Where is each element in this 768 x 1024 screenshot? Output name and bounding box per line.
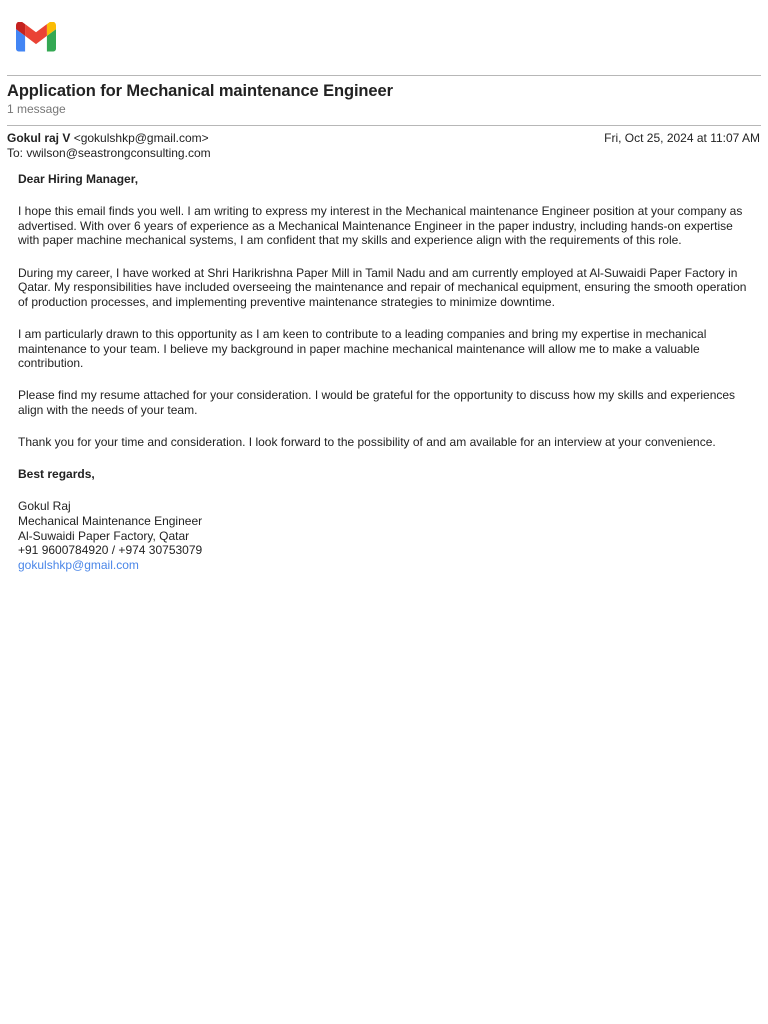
signature-phone: +91 9600784920 / +974 30753079	[18, 543, 203, 558]
closing: Best regards,	[18, 467, 95, 482]
header-divider	[7, 75, 761, 76]
message-body	[18, 172, 753, 572]
body-paragraph: Thank you for your time and consideration. I look forward to the possibility of and am available for an interview at your convenience.	[18, 435, 716, 450]
signature-block	[18, 499, 753, 572]
body-paragraph: I am particularly drawn to this opportunity as I am keen to contribute to a leading companies and bring my expertise in mechanical maintenance to your team. I believe my background in paper machine mechanical maintenance will allow me to make a valuable contribution.	[18, 326, 707, 371]
sender-line	[7, 131, 209, 145]
gmail-logo-icon	[16, 22, 56, 52]
signature-company: Al-Suwaidi Paper Factory, Qatar	[18, 528, 190, 543]
sender-name: Gokul raj V	[7, 131, 71, 145]
message-date: Fri, Oct 25, 2024 at 11:07 AM	[604, 131, 760, 145]
body-paragraph: During my career, I have worked at Shri Harikrishna Paper Mill in Tamil Nadu and am currently employed at Al-Suwaidi Paper Factory in Qatar. My responsibilities have included overseeing the maintenance and repair of mechanical equipment, ensuring the smooth operation of production processes, and implementing preventive maintenance strategies to minimize downtime.	[18, 265, 747, 309]
signature-email-link[interactable]: gokulshkp@gmail.com	[18, 557, 139, 572]
signature-name: Gokul Raj	[18, 499, 71, 514]
greeting: Dear Hiring Manager,	[18, 172, 139, 186]
body-paragraph: Please find my resume attached for your consideration. I would be grateful for the opportunity to discuss how my skills and experiences align with the needs of your team.	[18, 388, 736, 417]
message-count: 1 message	[7, 102, 66, 116]
sender-email: <gokulshkp@gmail.com>	[73, 131, 209, 145]
recipient-line: To: vwilson@seastrongconsulting.com	[7, 146, 211, 160]
signature-title: Mechanical Maintenance Engineer	[18, 514, 203, 529]
body-paragraph: I hope this email finds you well. I am writing to express my interest in the Mechanical maintenance Engineer position at your company as advertised. With over 6 years of experience as a Mechanical Maintenance Engineer in the paper industry, including hands-on expertise with paper machine mechanical systems, I am confident that my skills and experience align with the requirements of this role.	[18, 204, 743, 248]
thread-subject: Application for Mechanical maintenance Engineer	[7, 82, 393, 100]
subject-divider	[7, 125, 761, 126]
